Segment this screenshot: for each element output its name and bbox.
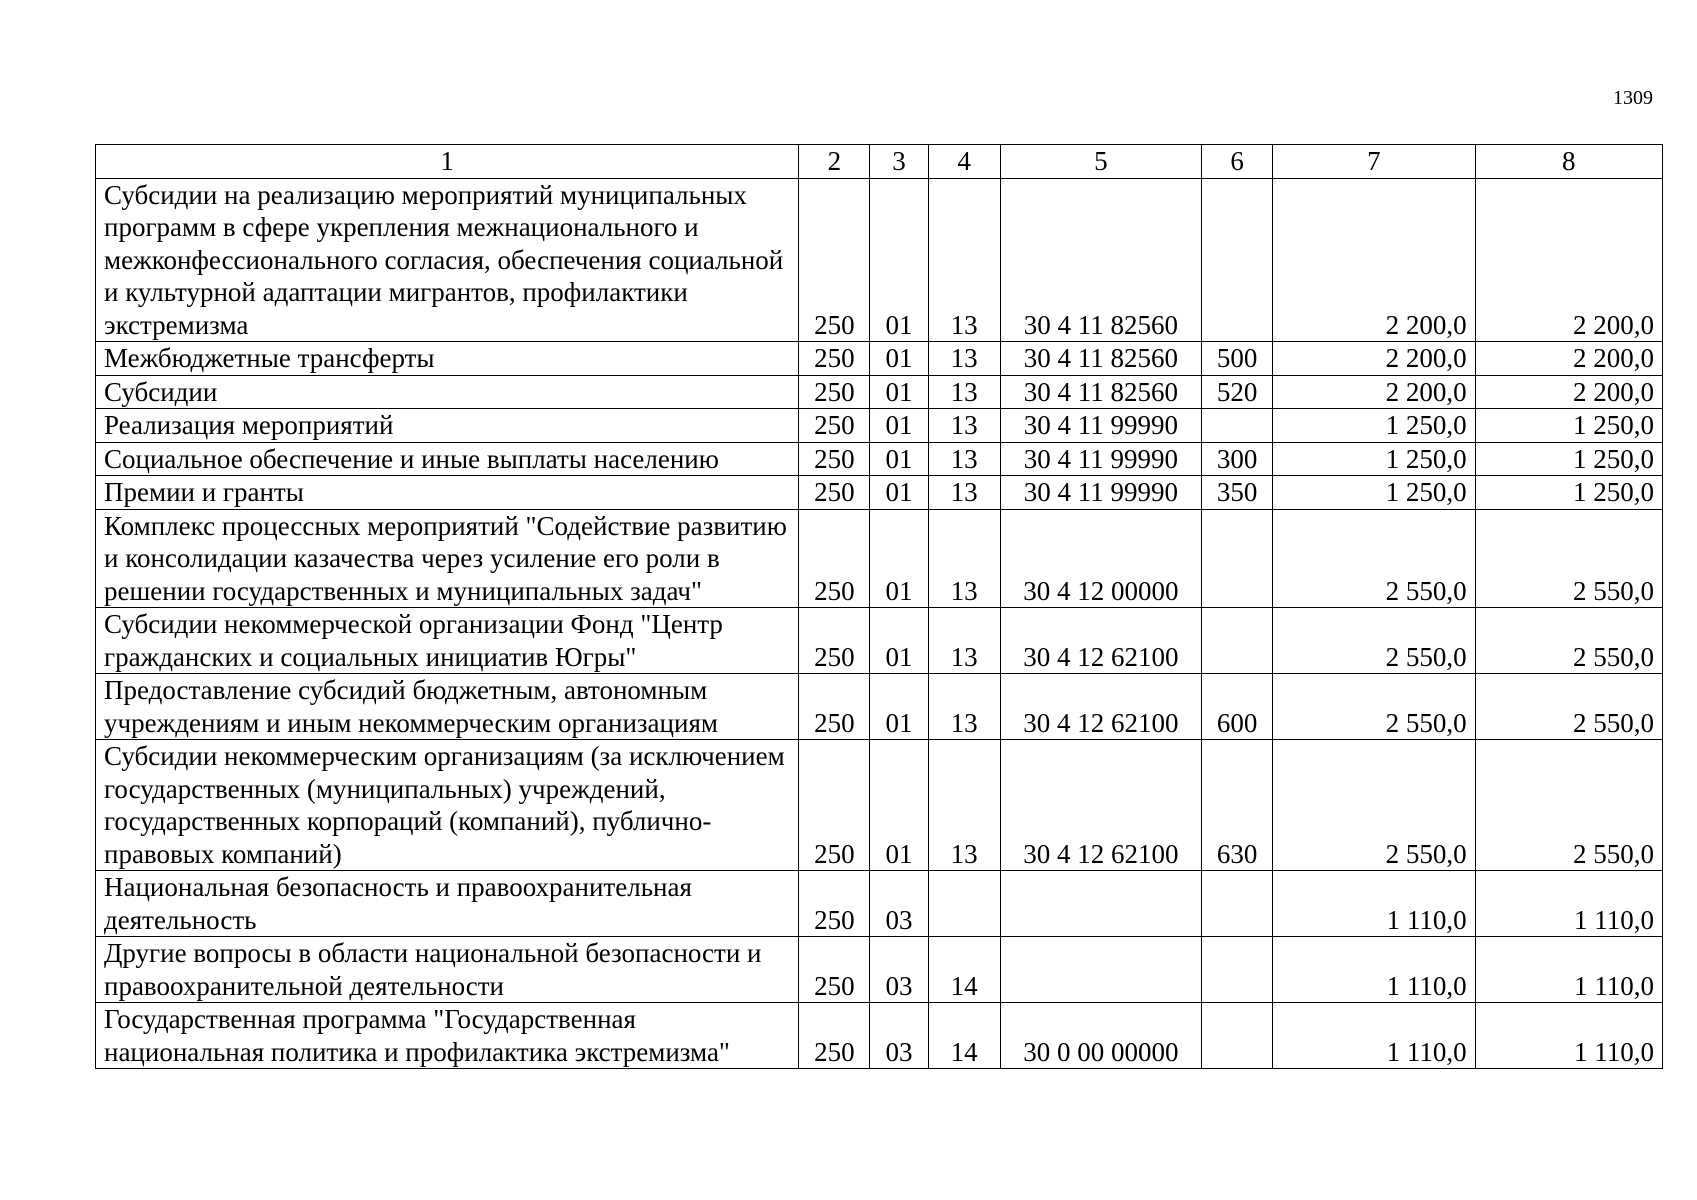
- row-name-cell: Межбюджетные трансферты: [96, 342, 799, 376]
- row-col6-cell: [1202, 509, 1273, 608]
- row-col6-cell: [1202, 409, 1273, 443]
- row-col3-cell: 03: [870, 937, 928, 1003]
- row-col3-cell: 01: [870, 442, 928, 476]
- row-col8-cell: 1 110,0: [1475, 871, 1662, 937]
- row-col2-cell: 250: [799, 476, 870, 510]
- row-col5-cell: [1000, 871, 1201, 937]
- column-header: 5: [1000, 145, 1201, 179]
- row-col4-cell: 13: [928, 178, 1000, 342]
- row-name-cell: Национальная безопасность и правоохранительная деятельность: [96, 871, 799, 937]
- column-header: 1: [96, 145, 799, 179]
- row-col7-cell: 2 200,0: [1273, 342, 1475, 376]
- row-col5-cell: 30 4 12 62100: [1000, 608, 1201, 674]
- row-col3-cell: 01: [870, 375, 928, 409]
- row-col8-cell: 2 550,0: [1475, 674, 1662, 740]
- row-col5-cell: 30 4 12 00000: [1000, 509, 1201, 608]
- row-col8-cell: 1 250,0: [1475, 476, 1662, 510]
- row-col5-cell: 30 4 11 99990: [1000, 409, 1201, 443]
- row-name-cell: Комплекс процессных мероприятий "Содействие развитию и консолидации казачества через усиление его роли в решении государственных и муниципальных задач": [96, 509, 799, 608]
- row-col5-cell: 30 4 11 82560: [1000, 178, 1201, 342]
- table-row: [96, 509, 1663, 608]
- row-col4-cell: 13: [928, 476, 1000, 510]
- row-col5-cell: 30 4 12 62100: [1000, 674, 1201, 740]
- table-row: [96, 674, 1663, 740]
- row-col2-cell: 250: [799, 871, 870, 937]
- row-col2-cell: 250: [799, 442, 870, 476]
- row-col2-cell: 250: [799, 509, 870, 608]
- row-col8-cell: 2 200,0: [1475, 375, 1662, 409]
- column-header: 7: [1273, 145, 1475, 179]
- row-col8-cell: 2 550,0: [1475, 740, 1662, 871]
- row-name-cell: Премии и гранты: [96, 476, 799, 510]
- row-col2-cell: 250: [799, 409, 870, 443]
- row-col5-cell: 30 4 12 62100: [1000, 740, 1201, 871]
- row-col7-cell: 1 250,0: [1273, 442, 1475, 476]
- row-name-cell: Другие вопросы в области национальной безопасности и правоохранительной деятельности: [96, 937, 799, 1003]
- row-name-cell: Субсидии: [96, 375, 799, 409]
- table-row: [96, 476, 1663, 510]
- row-col7-cell: 1 110,0: [1273, 871, 1475, 937]
- table-row: [96, 375, 1663, 409]
- row-col3-cell: 01: [870, 509, 928, 608]
- row-col4-cell: 13: [928, 375, 1000, 409]
- row-col4-cell: 14: [928, 1003, 1000, 1069]
- table-row: [96, 740, 1663, 871]
- row-col2-cell: 250: [799, 674, 870, 740]
- row-col7-cell: 2 550,0: [1273, 674, 1475, 740]
- row-col7-cell: 1 110,0: [1273, 937, 1475, 1003]
- row-col2-cell: 250: [799, 1003, 870, 1069]
- row-col6-cell: 630: [1202, 740, 1273, 871]
- row-col6-cell: [1202, 178, 1273, 342]
- row-col5-cell: 30 0 00 00000: [1000, 1003, 1201, 1069]
- row-col4-cell: 14: [928, 937, 1000, 1003]
- row-col8-cell: 2 200,0: [1475, 342, 1662, 376]
- row-col6-cell: [1202, 871, 1273, 937]
- table-row: [96, 342, 1663, 376]
- row-col3-cell: 01: [870, 476, 928, 510]
- row-col4-cell: 13: [928, 608, 1000, 674]
- row-col4-cell: 13: [928, 409, 1000, 443]
- column-header: 8: [1475, 145, 1662, 179]
- row-col3-cell: 01: [870, 740, 928, 871]
- row-col7-cell: 2 200,0: [1273, 375, 1475, 409]
- row-col3-cell: 01: [870, 409, 928, 443]
- row-col8-cell: 2 200,0: [1475, 178, 1662, 342]
- table-row: [96, 409, 1663, 443]
- row-col6-cell: 300: [1202, 442, 1273, 476]
- page-number: 1309: [1613, 87, 1653, 109]
- row-col8-cell: 1 250,0: [1475, 442, 1662, 476]
- row-col6-cell: [1202, 608, 1273, 674]
- row-col6-cell: 520: [1202, 375, 1273, 409]
- row-col4-cell: 13: [928, 342, 1000, 376]
- row-col7-cell: 1 250,0: [1273, 409, 1475, 443]
- column-header: 6: [1202, 145, 1273, 179]
- table-row: [96, 937, 1663, 1003]
- row-col7-cell: 2 200,0: [1273, 178, 1475, 342]
- row-name-cell: Предоставление субсидий бюджетным, автономным учреждениям и иным некоммерческим организациям: [96, 674, 799, 740]
- row-col2-cell: 250: [799, 608, 870, 674]
- table-row: [96, 871, 1663, 937]
- row-col8-cell: 1 250,0: [1475, 409, 1662, 443]
- table-header-row: [96, 145, 1663, 179]
- row-col6-cell: [1202, 1003, 1273, 1069]
- row-col5-cell: [1000, 937, 1201, 1003]
- table-row: [96, 608, 1663, 674]
- row-col7-cell: 2 550,0: [1273, 608, 1475, 674]
- column-header: 2: [799, 145, 870, 179]
- row-col8-cell: 2 550,0: [1475, 608, 1662, 674]
- row-col3-cell: 01: [870, 674, 928, 740]
- row-name-cell: Субсидии некоммерческой организации Фонд "Центр гражданских и социальных инициатив Югры": [96, 608, 799, 674]
- row-col4-cell: [928, 871, 1000, 937]
- row-col5-cell: 30 4 11 82560: [1000, 342, 1201, 376]
- row-col4-cell: 13: [928, 674, 1000, 740]
- row-col3-cell: 01: [870, 178, 928, 342]
- row-col7-cell: 1 110,0: [1273, 1003, 1475, 1069]
- table-row: [96, 442, 1663, 476]
- row-col8-cell: 2 550,0: [1475, 509, 1662, 608]
- row-col3-cell: 03: [870, 871, 928, 937]
- row-col5-cell: 30 4 11 99990: [1000, 476, 1201, 510]
- row-col7-cell: 2 550,0: [1273, 509, 1475, 608]
- row-col4-cell: 13: [928, 740, 1000, 871]
- row-col2-cell: 250: [799, 937, 870, 1003]
- row-name-cell: Социальное обеспечение и иные выплаты населению: [96, 442, 799, 476]
- row-col5-cell: 30 4 11 99990: [1000, 442, 1201, 476]
- row-col6-cell: 350: [1202, 476, 1273, 510]
- row-col4-cell: 13: [928, 442, 1000, 476]
- row-name-cell: Субсидии некоммерческим организациям (за исключением государственных (муниципальных) учреждений, государственных корпораций (компаний), публично-правовых компаний): [96, 740, 799, 871]
- column-header: 3: [870, 145, 928, 179]
- row-col2-cell: 250: [799, 342, 870, 376]
- column-header: 4: [928, 145, 1000, 179]
- row-col8-cell: 1 110,0: [1475, 1003, 1662, 1069]
- row-col2-cell: 250: [799, 740, 870, 871]
- row-col6-cell: 500: [1202, 342, 1273, 376]
- row-col6-cell: 600: [1202, 674, 1273, 740]
- row-col2-cell: 250: [799, 178, 870, 342]
- row-col7-cell: 2 550,0: [1273, 740, 1475, 871]
- row-col6-cell: [1202, 937, 1273, 1003]
- budget-table: [95, 144, 1663, 1069]
- row-name-cell: Реализация мероприятий: [96, 409, 799, 443]
- row-col4-cell: 13: [928, 509, 1000, 608]
- row-col7-cell: 1 250,0: [1273, 476, 1475, 510]
- table-row: [96, 178, 1663, 342]
- row-name-cell: Государственная программа "Государственная национальная политика и профилактика экстремизма": [96, 1003, 799, 1069]
- row-col8-cell: 1 110,0: [1475, 937, 1662, 1003]
- table-row: [96, 1003, 1663, 1069]
- row-col2-cell: 250: [799, 375, 870, 409]
- row-col3-cell: 03: [870, 1003, 928, 1069]
- row-col3-cell: 01: [870, 608, 928, 674]
- row-col5-cell: 30 4 11 82560: [1000, 375, 1201, 409]
- row-name-cell: Субсидии на реализацию мероприятий муниципальных программ в сфере укрепления межнационального и межконфессионального согласия, обеспечения социальной и культурной адаптации мигрантов, профилактики экстремизма: [96, 178, 799, 342]
- row-col3-cell: 01: [870, 342, 928, 376]
